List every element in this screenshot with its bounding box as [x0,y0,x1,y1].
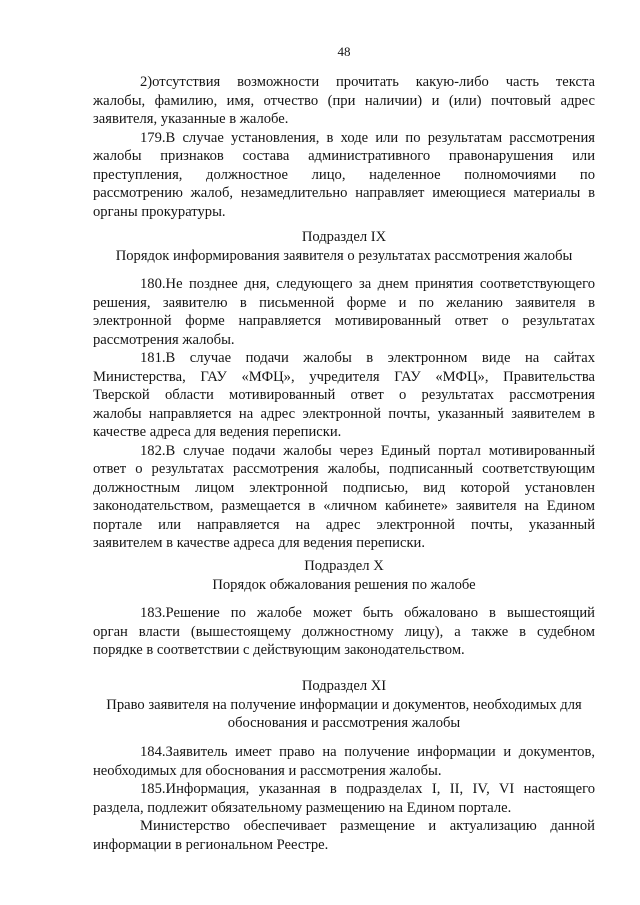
subsection-10-body [93,604,595,660]
paragraph-line: 182.В случае подачи жалобы через Единый портал мотивированный [140,442,595,459]
paragraph-line: информации в региональном Реестре. [93,836,329,853]
paragraph-184 [93,743,595,780]
paragraph-line: орган власти (вышестоящему должностному лицу), а также в судебном [93,623,595,640]
paragraph-line: 180.Не позднее дня, следующего за днем принятия соответствующего [140,276,595,292]
paragraph-line: Министерство обеспечивает размещение и актуализацию данной [140,818,595,834]
paragraph-180 [93,275,595,349]
paragraph-185 [93,780,595,817]
paragraph-line: жалобы признаков состава административного правонарушения или [93,148,595,164]
paragraph-line: портале или направляется на адрес электронной почты, указанный [93,516,595,533]
subsection-title-line: Право заявителя на получение информации и документов, необходимых для [106,696,582,713]
paragraph-line: жалобы, фамилию, имя, отчество (при наличии) и (или) почтовый адрес [93,92,595,109]
subsection-11-body [93,743,595,854]
subsection-title: Порядок информирования заявителя о результатах рассмотрения жалобы [115,247,573,264]
paragraph-line: 183.Решение по жалобе может быть обжаловано в вышестоящий [140,605,595,621]
page-number: 48 [337,44,351,59]
paragraph-ministry [93,817,595,854]
paragraph-line: законодательством, размещается в «личном кабинете» заявителя на Едином [93,498,595,514]
paragraph-181 [93,349,595,442]
subsection-10-heading [93,557,595,594]
paragraph-line: 185.Информация, указанная в подразделах I, II, IV, VI настоящего [140,781,595,797]
paragraph-183 [93,604,595,660]
paragraph-182 [93,442,595,553]
paragraph-line: 181.В случае подачи жалобы в электронном виде на сайтах [140,350,595,366]
paragraph-line: рассмотрения жалобы. [93,331,235,348]
subsection-label: Подраздел XI [301,678,387,694]
paragraph-line: 184.Заявитель имеет право на получение информации и документов, [140,744,595,760]
subsection-label: Подраздел IX [301,229,387,245]
subsection-title: Порядок обжалования решения по жалобе [212,576,476,593]
paragraph-line: заявителя, указанные в жалобе. [93,111,289,127]
paragraph-line: 179.В случае установления, в ходе или по результатам рассмотрения [140,129,595,146]
paragraph-line: качестве адреса для ведения переписки. [93,424,342,440]
paragraph-line: ответ о результатах рассмотрения жалобы, подписанный соответствующим [93,461,595,477]
paragraph-line: 2)отсутствия возможности прочитать какую-либо часть текста [140,74,595,90]
paragraph-line: необходимых для обоснования и рассмотрения жалобы. [93,762,442,779]
paragraph-line: должностным лицом электронной подписью, вид которой установлен [93,479,595,496]
subsection-9-heading [93,228,595,265]
paragraph-line: решения, заявителю в письменной форме и по желанию заявителя в [93,294,595,311]
paragraph-line: порядке в соответствии с действующим законодательством. [93,642,465,658]
subsection-11-heading [93,677,595,733]
paragraph-line: раздела, подлежит обязательному размещению на Едином портале. [93,799,512,816]
paragraph-line: жалобы направляется на адрес электронной почты, указанный заявителем в [93,405,595,422]
paragraph-line: Министерства, ГАУ «МФЦ», учредителя ГАУ «МФЦ», Правительства [93,368,595,385]
paragraph-line: рассмотрению жалоб, незамедлительно направляет имеющиеся материалы в [93,185,595,201]
paragraph-line: преступления, должностное лицо, наделенное полномочиями по [93,166,595,183]
subsection-9-body [93,275,595,553]
subsection-label: Подраздел X [304,558,384,574]
subsection-title-line: обоснования и рассмотрения жалобы [227,715,461,731]
paragraph-line: органы прокуратуры. [93,203,226,220]
paragraph-line: заявителем в качестве адреса для ведения переписки. [93,535,425,551]
paragraph-179 [93,129,595,222]
intro-paragraphs [93,73,595,221]
paragraph-2 [93,73,595,129]
paragraph-line: Тверской области мотивированный ответ о результатах рассмотрения [93,387,595,403]
paragraph-line: электронной форме направляется мотивированный ответ о результатах [93,313,595,329]
